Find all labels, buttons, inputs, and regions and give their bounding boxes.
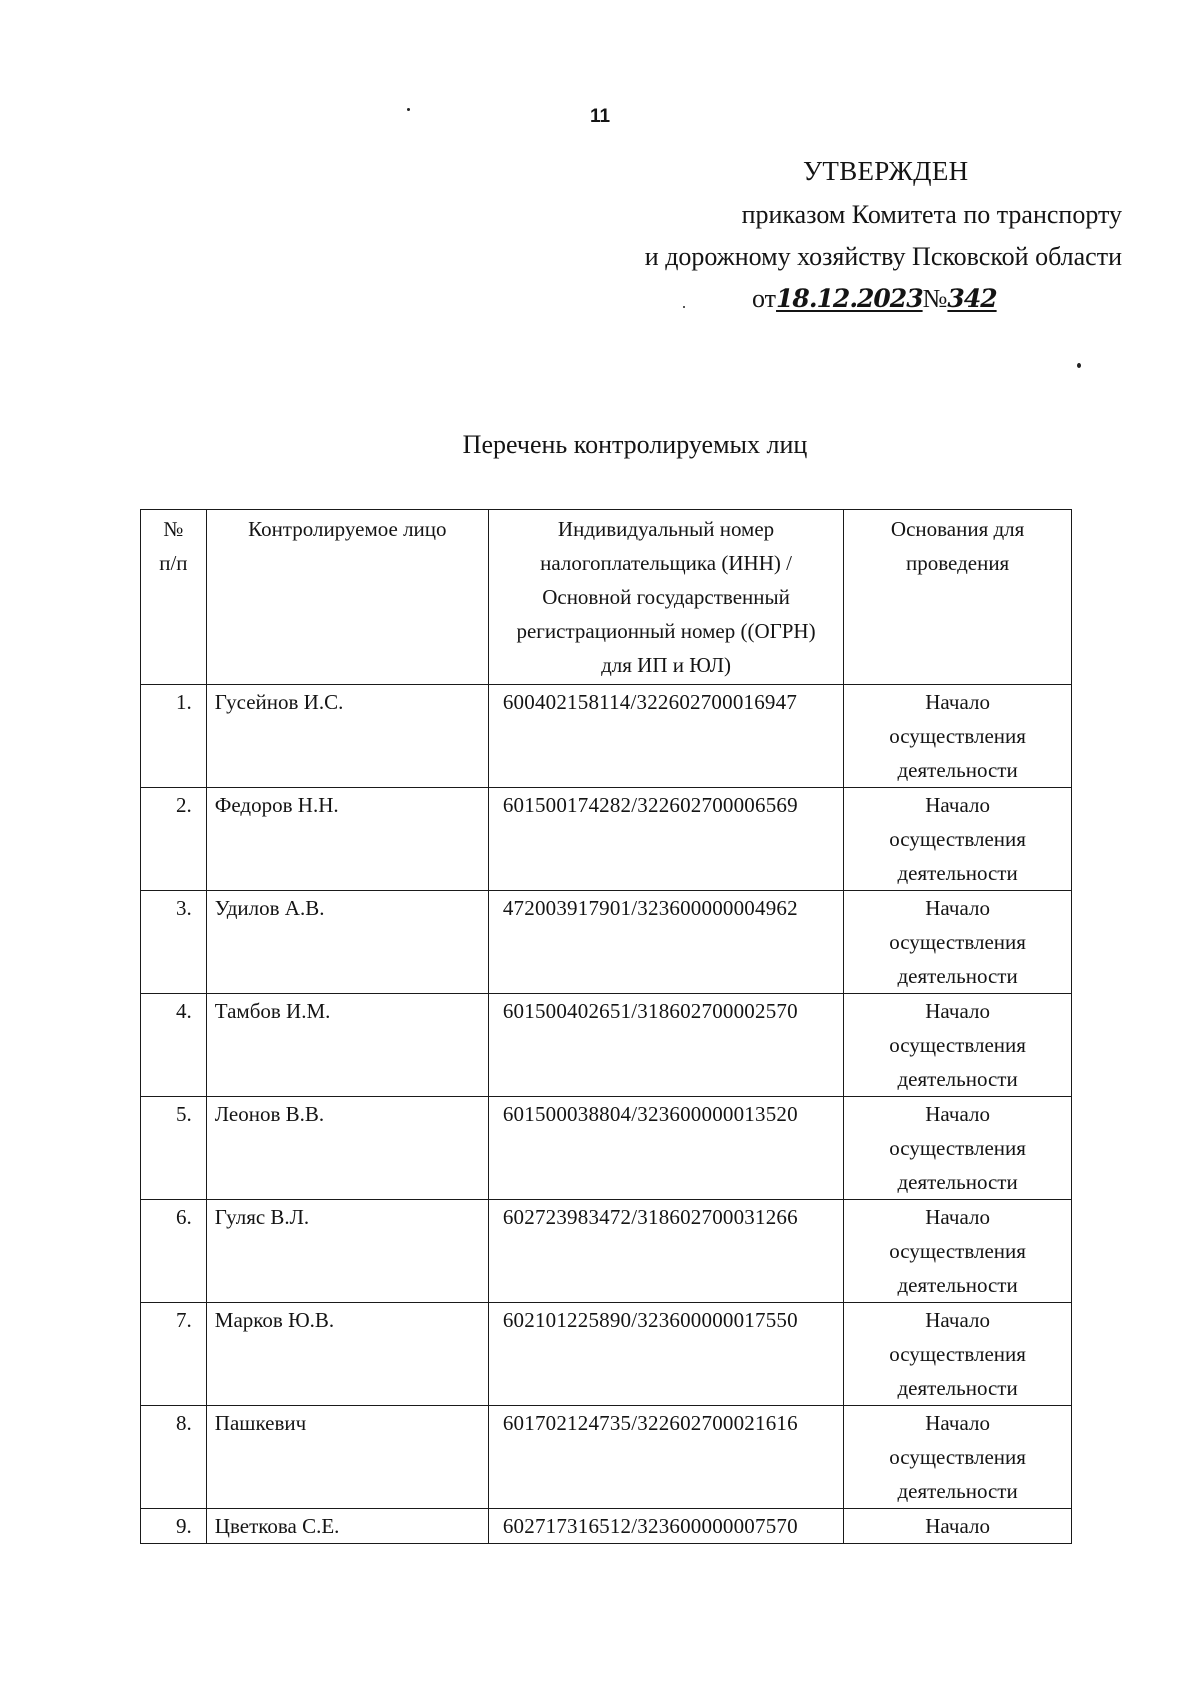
- row-inn-ogrn: 601702124735/322602700021616: [488, 1406, 843, 1509]
- controlled-persons-table: [140, 509, 1072, 1544]
- row-inn-ogrn: 472003917901/323600000004962: [488, 891, 843, 994]
- row-grounds: [844, 1200, 1072, 1303]
- row-number: 7.: [141, 1303, 207, 1406]
- header-number: № п/п: [141, 510, 207, 685]
- row-number: 5.: [141, 1097, 207, 1200]
- header-controlled-person: Контролируемое лицо: [206, 510, 488, 685]
- row-inn-ogrn: 602723983472/318602700031266: [488, 1200, 843, 1303]
- row-person-name: Тамбов И.М.: [206, 994, 488, 1097]
- scan-speck: [683, 306, 685, 308]
- row-person-name: Пашкевич: [206, 1406, 488, 1509]
- row-grounds: [844, 1097, 1072, 1200]
- grounds-line: деятельности: [897, 964, 1018, 988]
- grounds-line: осуществления: [889, 1033, 1026, 1057]
- row-person-name: Федоров Н.Н.: [206, 788, 488, 891]
- table-body: [141, 685, 1072, 1544]
- row-inn-ogrn: 601500038804/323600000013520: [488, 1097, 843, 1200]
- document-heading: Перечень контролируемых лиц: [462, 430, 808, 459]
- scan-speck: [1077, 363, 1081, 368]
- grounds-line: осуществления: [889, 1445, 1026, 1469]
- table-row: [141, 685, 1072, 788]
- row-number: 9.: [141, 1509, 207, 1544]
- table-header-row: [141, 510, 1072, 685]
- row-number: 3.: [141, 891, 207, 994]
- grounds-line: Начало: [925, 1411, 990, 1435]
- grounds-line: Начало: [925, 1514, 990, 1538]
- grounds-line: деятельности: [897, 1273, 1018, 1297]
- grounds-line: деятельности: [897, 1479, 1018, 1503]
- grounds-line: Начало: [925, 1205, 990, 1229]
- row-grounds: [844, 1406, 1072, 1509]
- row-inn-ogrn: 602101225890/323600000017550: [488, 1303, 843, 1406]
- grounds-line: Начало: [925, 690, 990, 714]
- table-row: [141, 891, 1072, 994]
- grounds-line: деятельности: [897, 758, 1018, 782]
- row-number: 6.: [141, 1200, 207, 1303]
- approval-date-line: [752, 284, 997, 314]
- row-inn-ogrn: 601500174282/322602700006569: [488, 788, 843, 891]
- table-row: [141, 1200, 1072, 1303]
- handwritten-date: 18.12.2023: [776, 284, 923, 313]
- grounds-line: осуществления: [889, 724, 1026, 748]
- number-prefix: №: [922, 284, 948, 313]
- scan-speck: [407, 108, 410, 111]
- row-grounds: [844, 788, 1072, 891]
- row-person-name: Удилов А.В.: [206, 891, 488, 994]
- grounds-line: осуществления: [889, 930, 1026, 954]
- row-number: 2.: [141, 788, 207, 891]
- table-row: [141, 788, 1072, 891]
- grounds-line: Начало: [925, 999, 990, 1023]
- table-row: [141, 1509, 1072, 1544]
- row-inn-ogrn: 601500402651/318602700002570: [488, 994, 843, 1097]
- row-grounds: [844, 685, 1072, 788]
- row-grounds: [844, 1509, 1072, 1544]
- grounds-line: осуществления: [889, 1239, 1026, 1263]
- row-person-name: Гусейнов И.С.: [206, 685, 488, 788]
- row-person-name: Марков Ю.В.: [206, 1303, 488, 1406]
- table-row: [141, 1406, 1072, 1509]
- row-grounds: [844, 994, 1072, 1097]
- grounds-line: осуществления: [889, 827, 1026, 851]
- grounds-line: Начало: [925, 896, 990, 920]
- grounds-line: Начало: [925, 1308, 990, 1332]
- table-row: [141, 1303, 1072, 1406]
- grounds-line: деятельности: [897, 1376, 1018, 1400]
- row-grounds: [844, 891, 1072, 994]
- table-row: [141, 1097, 1072, 1200]
- header-inn-ogrn: Индивидуальный номер налогоплательщика (ИНН) / Основной государственный регистрационный номер ((ОГРН) для ИП и ЮЛ): [488, 510, 843, 685]
- row-person-name: Леонов В.В.: [206, 1097, 488, 1200]
- grounds-line: осуществления: [889, 1136, 1026, 1160]
- row-number: 1.: [141, 685, 207, 788]
- row-number: 8.: [141, 1406, 207, 1509]
- handwritten-number: 342: [947, 284, 997, 313]
- grounds-line: Начало: [925, 1102, 990, 1126]
- grounds-line: осуществления: [889, 1342, 1026, 1366]
- row-grounds: [844, 1303, 1072, 1406]
- date-prefix: от: [752, 284, 777, 313]
- approval-line-2: и дорожному хозяйству Псковской области: [644, 242, 1122, 271]
- grounds-line: деятельности: [897, 1067, 1018, 1091]
- row-person-name: Цветкова С.Е.: [206, 1509, 488, 1544]
- row-person-name: Гуляс В.Л.: [206, 1200, 488, 1303]
- row-number: 4.: [141, 994, 207, 1097]
- grounds-line: Начало: [925, 793, 990, 817]
- table-row: [141, 994, 1072, 1097]
- header-grounds: Основания для проведения: [844, 510, 1072, 685]
- grounds-line: деятельности: [897, 861, 1018, 885]
- approval-title: УТВЕРЖДЕН: [803, 156, 969, 186]
- row-inn-ogrn: 602717316512/323600000007570: [488, 1509, 843, 1544]
- row-inn-ogrn: 600402158114/322602700016947: [488, 685, 843, 788]
- page-number: 11: [589, 106, 611, 127]
- approval-line-1: приказом Комитета по транспорту: [741, 200, 1122, 229]
- grounds-line: деятельности: [897, 1170, 1018, 1194]
